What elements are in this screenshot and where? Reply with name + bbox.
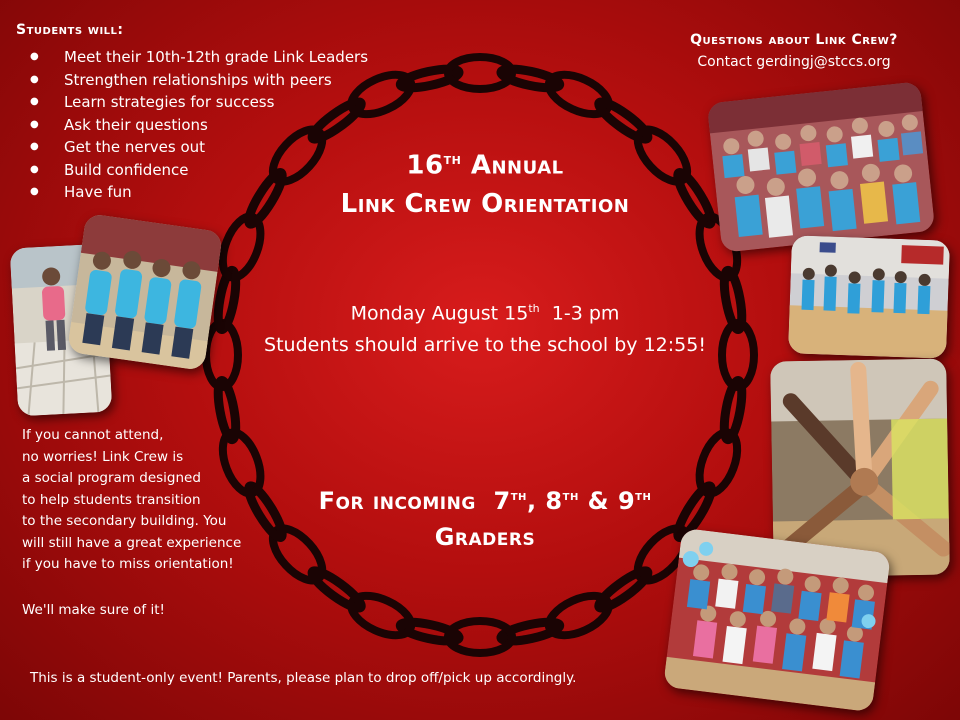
arrival-instruction: Students should arrive to the school by 12:55! <box>264 334 706 356</box>
photo-leaders-group <box>67 213 223 371</box>
chain-link <box>308 566 365 613</box>
chain-link <box>595 566 652 613</box>
list-item: ● Build confidence <box>30 159 368 182</box>
students-will-heading: Students will: <box>16 22 124 38</box>
grade-8-suffix: th <box>562 488 579 504</box>
list-item: ● Strengthen relationships with peers <box>30 69 368 92</box>
event-date-time <box>230 302 740 324</box>
grade-8: 8 <box>545 487 563 515</box>
questions-heading: Questions about Link Crew? <box>690 32 898 48</box>
list-item: ● Meet their 10th-12th grade Link Leaders <box>30 46 368 69</box>
audience-line-2: Graders <box>434 523 536 551</box>
event-date: Monday August 15 <box>350 302 529 325</box>
chain-link <box>308 97 365 144</box>
audience-prefix: For incoming <box>318 487 476 515</box>
grade-7-suffix: th <box>510 488 527 504</box>
grade-7: 7 <box>493 487 511 515</box>
student-only-notice: This is a student-only event! Parents, please plan to drop off/pick up accordingly. <box>30 670 577 686</box>
list-item: ● Learn strategies for success <box>30 91 368 114</box>
event-title <box>270 140 700 223</box>
title-line-2: Link Crew Orientation <box>340 188 630 219</box>
list-item: ● Have fun <box>30 181 368 204</box>
photo-group-portrait <box>663 528 891 712</box>
contact-line: Contact gerdingj@stccs.org <box>697 54 891 70</box>
event-time: 1-3 pm <box>551 302 620 325</box>
title-annual: Annual <box>470 150 564 181</box>
grade-9: 9 <box>617 487 636 515</box>
grade-9-suffix: th <box>635 488 652 504</box>
event-date-suffix: th <box>528 302 540 315</box>
chain-link <box>595 97 652 144</box>
cannot-attend-note: If you cannot attend, no worries! Link Crew is a social program designed to help students transition to the secondary building. You will still have a great experience if you have to miss orientation! <box>22 427 242 572</box>
reassurance-note: We'll make sure of it! <box>22 602 165 618</box>
title-ordinal: 16 <box>406 150 444 181</box>
title-ordinal-suffix: th <box>443 150 462 168</box>
audience-heading: For incoming 7th, 8th & 9th Graders <box>270 478 700 555</box>
photo-bleacher-crowd <box>707 81 936 253</box>
list-item: ● Ask their questions <box>30 114 368 137</box>
list-item: ● Get the nerves out <box>30 136 368 159</box>
photo-gym-activity <box>788 235 950 358</box>
